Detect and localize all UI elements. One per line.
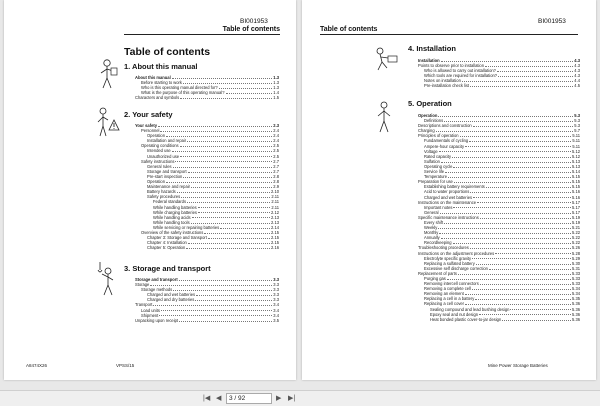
dot-leader bbox=[445, 169, 571, 173]
toc-entry-title: Before starting to work bbox=[141, 80, 182, 86]
section-heading: 5. Operation bbox=[408, 99, 452, 108]
dot-leader bbox=[177, 189, 270, 193]
toc-entry-page: 5.11 bbox=[572, 138, 580, 144]
dot-leader bbox=[447, 276, 571, 280]
toc-entry-page: 1.3 bbox=[273, 85, 279, 91]
toc-entry-page: 2.4 bbox=[273, 133, 279, 139]
dot-leader bbox=[444, 118, 573, 122]
toc-entry-title: Shipment bbox=[141, 312, 159, 318]
dot-leader bbox=[208, 235, 270, 239]
toc-entry[interactable] bbox=[135, 245, 279, 250]
dot-leader bbox=[472, 286, 571, 290]
toc-entry-page: 3.4 bbox=[273, 307, 279, 313]
toc-entry-title: Annually bbox=[424, 235, 440, 241]
toc-entry-page: 2.5 bbox=[273, 143, 279, 149]
toc-entry-title: About this manual bbox=[135, 75, 171, 80]
toc-entry-title: Rated capacity bbox=[424, 153, 452, 159]
dot-leader bbox=[476, 261, 571, 265]
toc-entry-page: 5.22 bbox=[572, 235, 580, 241]
toc-entry-page: 3.3 bbox=[273, 292, 279, 298]
first-page-icon[interactable]: |◀ bbox=[203, 395, 211, 402]
footer-code: A8474X26 bbox=[26, 363, 48, 368]
toc-entry-page: 2.14 bbox=[271, 224, 279, 230]
left-document-page bbox=[4, 0, 296, 380]
toc-entry-title: Federal standards bbox=[153, 199, 186, 205]
toc-entry-page: 3.5 bbox=[273, 317, 279, 323]
toc-entry-page: 5.12 bbox=[572, 148, 580, 154]
toc-entry-title: Intended use bbox=[147, 148, 171, 154]
dot-leader bbox=[180, 154, 272, 158]
toc-entry-title: Operation bbox=[418, 113, 438, 118]
dot-leader bbox=[438, 113, 573, 117]
toc-entry-page: 2.15 bbox=[271, 229, 279, 235]
dot-leader bbox=[453, 164, 571, 168]
toc-entry-page: 2.5 bbox=[273, 153, 279, 159]
toc-entry-page: 5.15 bbox=[572, 174, 580, 180]
toc-entry-page: 3.3 bbox=[273, 277, 279, 282]
dot-leader bbox=[477, 200, 571, 204]
dot-leader bbox=[502, 317, 571, 321]
toc-entry-title: Removing an element bbox=[424, 291, 464, 297]
toc-entry-title: Storage methods bbox=[141, 287, 173, 293]
toc-list bbox=[418, 58, 580, 89]
toc-entry-page: 4.3 bbox=[574, 58, 580, 63]
dot-leader bbox=[486, 184, 571, 188]
dot-leader bbox=[173, 164, 273, 168]
footer-version: VPSS/15 bbox=[116, 363, 135, 368]
toc-entry-page: 4.4 bbox=[574, 78, 580, 84]
toc-entry-title: Pre-installation check list bbox=[424, 83, 470, 89]
toc-entry-page: 5.17 bbox=[572, 204, 580, 210]
toc-entry[interactable] bbox=[418, 317, 580, 322]
dot-leader bbox=[454, 179, 571, 183]
toc-entry-title: Removing intercell connectors bbox=[424, 281, 479, 287]
toc-entry-page: 5.35 bbox=[572, 296, 580, 302]
toc-entry-title: Every shift bbox=[424, 219, 444, 225]
toc-entry-page: 5.26 bbox=[572, 245, 580, 251]
toc-entry-page: 5.14 bbox=[572, 169, 580, 175]
section-heading: 2. Your safety bbox=[124, 110, 173, 119]
right-document-page bbox=[302, 0, 596, 380]
toc-entry-title: Monthly bbox=[424, 230, 439, 236]
toc-entry-title: Battery hazards bbox=[147, 189, 176, 195]
toc-entry-title: Who is this operating manual directed for? bbox=[141, 85, 218, 91]
toc-entry-page: 2.15 bbox=[271, 240, 279, 246]
next-page-icon[interactable]: ▶ bbox=[276, 395, 282, 402]
dot-leader bbox=[438, 225, 571, 229]
toc-entry-title: Replacing a cell in a battery bbox=[424, 296, 475, 302]
toc-entry-page: 5.17 bbox=[572, 199, 580, 205]
dot-leader bbox=[198, 205, 271, 209]
dot-leader bbox=[439, 230, 571, 234]
toc-entry-title: Which tools are required for installation? bbox=[424, 73, 498, 79]
toc-entry-title: General rules bbox=[147, 163, 172, 169]
toc-entry-title: Unpacking upon receipt bbox=[135, 317, 179, 323]
dot-leader bbox=[460, 133, 572, 137]
toc-entry-title: Chapter 5: Operation bbox=[147, 245, 186, 251]
toc-entry-title: What is the purpose of this operating manual? bbox=[141, 90, 225, 96]
dot-leader bbox=[226, 90, 273, 94]
toc-entry-title: Notes on installation bbox=[424, 78, 461, 84]
toc-list bbox=[135, 123, 279, 250]
toc-entry-page: 5.11 bbox=[572, 143, 580, 149]
dot-leader bbox=[181, 194, 270, 198]
running-header: Table of contents bbox=[320, 26, 578, 35]
toc-list bbox=[135, 75, 279, 100]
toc-entry-title: Safety instructions bbox=[141, 158, 175, 164]
toc-entry-page: 5.3 bbox=[574, 123, 580, 129]
toc-entry-title: Charged and wet batteries bbox=[147, 292, 196, 298]
toc-entry-page: 2.5 bbox=[273, 148, 279, 154]
toc-entry-title: Replacing a cell cover bbox=[424, 301, 465, 307]
toc-entry-page: 4.3 bbox=[574, 73, 580, 79]
toc-entry-page: 4.5 bbox=[574, 83, 580, 89]
toc-entry-title: Operation bbox=[147, 179, 165, 185]
footer-product: Mine Power Storage Batteries bbox=[488, 363, 548, 368]
toc-entry-page: 2.4 bbox=[273, 138, 279, 144]
toc-entry-page: 2.11 bbox=[271, 194, 279, 200]
dot-leader bbox=[172, 148, 273, 152]
toc-entry-title: Replacement of parts bbox=[418, 270, 457, 276]
dot-leader bbox=[465, 301, 571, 305]
toc-entry-title: Sealing compound and lead bushing design bbox=[430, 306, 510, 312]
toc-entry-page: 5.34 bbox=[572, 286, 580, 292]
toc-entry-page: 5.13 bbox=[572, 163, 580, 169]
dot-leader bbox=[498, 73, 573, 77]
toc-entry-title: Purging gas bbox=[424, 276, 446, 281]
toc-entry-page: 5.19 bbox=[572, 219, 580, 225]
running-header: Table of contents bbox=[124, 26, 280, 35]
toc-entry-page: 1.3 bbox=[273, 80, 279, 86]
toc-entry-title: Operating cycle bbox=[424, 163, 453, 169]
toc-entry-title: Instructions on the adjustment procedures bbox=[418, 250, 495, 256]
toc-entry-title: Points to observe prior to installation bbox=[418, 63, 484, 69]
toc-entry-title: While handling acids bbox=[153, 214, 191, 220]
dot-leader bbox=[441, 235, 571, 239]
toc-entry-title: Service life bbox=[424, 169, 445, 175]
last-page-icon[interactable]: ▶| bbox=[288, 395, 296, 402]
dot-leader bbox=[191, 184, 272, 188]
dot-leader bbox=[465, 144, 571, 148]
dot-leader bbox=[453, 240, 571, 244]
toc-entry-title: Sulfation bbox=[424, 158, 440, 164]
toc-entry-page: 5.29 bbox=[572, 255, 580, 261]
toc-entry-page: 2.11 bbox=[271, 204, 279, 210]
toc-entry-title: While charging batteries bbox=[153, 209, 197, 215]
toc-entry-page: 5.11 bbox=[572, 133, 580, 139]
viewer-toolbar bbox=[0, 390, 600, 406]
toc-entry-title: Chapter 3: Storage and transport bbox=[147, 235, 207, 241]
dot-leader bbox=[470, 189, 571, 193]
toc-entry-page: 2.8 bbox=[273, 173, 279, 179]
toc-entry-title: While handling tools bbox=[153, 219, 190, 225]
dot-leader bbox=[453, 205, 571, 209]
toc-entry-page: 3.3 bbox=[273, 287, 279, 293]
toc-entry-page: 5.15 bbox=[572, 179, 580, 185]
toc-entry-title: Load units bbox=[141, 307, 160, 313]
toc-entry-title: Installation bbox=[418, 58, 440, 63]
toc-entry-title: While handling batteries bbox=[153, 204, 197, 210]
toc-entry-page: 5.16 bbox=[572, 189, 580, 195]
toc-entry-title: Chapter 4: Installation bbox=[147, 240, 187, 246]
dot-leader bbox=[469, 138, 571, 142]
toc-entry-page: 3.3 bbox=[273, 297, 279, 303]
dot-leader bbox=[186, 245, 270, 249]
toc-entry-title: Who is allowed to carry out installation? bbox=[424, 68, 496, 74]
dot-leader bbox=[441, 159, 571, 163]
toc-entry-title: Important notes bbox=[424, 204, 453, 210]
toc-entry-page: 5.22 bbox=[572, 230, 580, 236]
toc-entry-title: Troubleshooting procedures bbox=[418, 245, 469, 251]
toc-entry-title: Removing a complete cell bbox=[424, 286, 471, 292]
toc-entry-page: 1.5 bbox=[273, 95, 279, 101]
toc-entry-title: Principles of operation bbox=[418, 133, 459, 139]
toc-entry-page: 5.36 bbox=[572, 311, 580, 317]
page-title: Table of contents bbox=[124, 46, 211, 58]
toc-entry-page: 2.10 bbox=[271, 189, 279, 195]
toc-entry-title: Your safety bbox=[135, 123, 157, 128]
toc-entry-title: Characters and symbols bbox=[135, 95, 180, 101]
dot-leader bbox=[179, 318, 272, 322]
toc-entry-title: Instructions on the maintenance bbox=[418, 199, 477, 205]
toc-entry-page: 2.8 bbox=[273, 179, 279, 185]
person-reading-manual-icon bbox=[98, 58, 118, 90]
toc-entry-title: Pre-start inspection bbox=[147, 173, 183, 179]
dot-leader bbox=[462, 78, 573, 82]
dot-leader bbox=[436, 128, 574, 132]
dot-leader bbox=[452, 154, 571, 158]
toc-entry-page: 2.13 bbox=[271, 219, 279, 225]
toc-entry-page: 5.16 bbox=[572, 194, 580, 200]
toc-entry-page: 5.21 bbox=[572, 225, 580, 231]
toc-entry-page: 5.36 bbox=[572, 301, 580, 307]
section-heading: 1. About this manual bbox=[124, 62, 198, 71]
toc-entry-page: 2.4 bbox=[273, 128, 279, 134]
toc-entry-page: 5.31 bbox=[572, 265, 580, 271]
toc-entry-title: Definitions bbox=[424, 118, 444, 124]
toc-entry-title: While servicing or repairing batteries bbox=[153, 224, 220, 230]
toc-entry-page: 5.33 bbox=[572, 281, 580, 287]
toc-entry-page: 5.3 bbox=[574, 113, 580, 118]
dot-leader bbox=[219, 85, 273, 89]
toc-entry-page: 3.3 bbox=[273, 282, 279, 288]
dot-leader bbox=[473, 195, 571, 199]
dot-leader bbox=[198, 210, 270, 214]
dot-leader bbox=[470, 245, 571, 249]
toc-entry-page: 2.3 bbox=[273, 123, 279, 128]
previous-page-icon[interactable]: ◀ bbox=[216, 395, 222, 402]
dot-leader bbox=[441, 58, 574, 62]
dot-leader bbox=[172, 75, 273, 79]
toc-entry-title: Ampere-hour capacity bbox=[424, 143, 465, 149]
dot-leader bbox=[440, 210, 571, 214]
toc-entry-title: Charged and dry batteries bbox=[147, 297, 195, 303]
toc-entry-title: Safety procedures bbox=[147, 194, 181, 200]
toc-entry-page: 2.11 bbox=[271, 199, 279, 205]
toc-entry-page: 4.3 bbox=[574, 63, 580, 69]
dot-leader bbox=[220, 225, 270, 229]
dot-leader bbox=[158, 123, 272, 127]
toc-list bbox=[135, 277, 279, 323]
toc-entry-page: 5.34 bbox=[572, 291, 580, 297]
toc-entry-page: 1.3 bbox=[273, 75, 279, 80]
toc-entry-title: Operation bbox=[147, 133, 165, 139]
toc-entry-title: Personnel bbox=[141, 128, 160, 134]
toc-entry-page: 5.3 bbox=[574, 118, 580, 124]
dot-leader bbox=[196, 292, 272, 296]
dot-leader bbox=[150, 282, 272, 286]
toc-entry-page: 2.13 bbox=[271, 214, 279, 220]
toc-entry-title: Fundamentals of cycling bbox=[424, 138, 469, 144]
toc-entry-page: 2.7 bbox=[273, 163, 279, 169]
section-heading: 4. Installation bbox=[408, 44, 456, 53]
dot-leader bbox=[458, 271, 571, 275]
operator-worker-icon bbox=[374, 100, 394, 134]
toc-entry-title: Charged and wet batteries bbox=[424, 194, 473, 200]
toc-entry-page: 5.33 bbox=[572, 270, 580, 276]
dot-leader bbox=[187, 138, 272, 142]
toc-entry-page: 2.15 bbox=[271, 235, 279, 241]
dot-leader bbox=[183, 80, 272, 84]
dot-leader bbox=[166, 133, 272, 137]
toc-entry-title: Temperature bbox=[424, 174, 447, 180]
toc-entry-title: Storage and transport bbox=[135, 277, 178, 282]
dot-leader bbox=[448, 174, 571, 178]
toc-entry-title: Descriptions and construction bbox=[418, 123, 472, 129]
toc-entry-page: 1.4 bbox=[273, 90, 279, 96]
dot-leader bbox=[166, 179, 272, 183]
dot-leader bbox=[183, 174, 272, 178]
toc-list bbox=[418, 113, 580, 322]
doc-id: BI001953 bbox=[538, 18, 566, 25]
toc-entry[interactable] bbox=[418, 83, 580, 88]
dot-leader bbox=[472, 256, 571, 260]
toc-entry-page: 5.7 bbox=[574, 128, 580, 134]
toc-entry-page: 5.30 bbox=[572, 260, 580, 266]
dot-leader bbox=[495, 251, 571, 255]
dot-leader bbox=[179, 277, 273, 281]
dot-leader bbox=[497, 68, 573, 72]
dot-leader bbox=[465, 291, 571, 295]
toc-entry-page: 5.22 bbox=[572, 240, 580, 246]
toc-entry-title: Storage bbox=[135, 282, 150, 288]
dot-leader bbox=[489, 266, 571, 270]
toc-entry-title: Operating conditions bbox=[141, 143, 179, 149]
toc-entry-page: 5.12 bbox=[572, 153, 580, 159]
dot-leader bbox=[479, 312, 571, 316]
dot-leader bbox=[153, 302, 272, 306]
person-hazard-warning-icon bbox=[96, 106, 120, 138]
dot-leader bbox=[510, 307, 571, 311]
dot-leader bbox=[192, 215, 270, 219]
toc-entry-title: Weekly bbox=[424, 225, 438, 231]
toc-entry-title: Recordkeeping bbox=[424, 240, 452, 246]
dot-leader bbox=[160, 128, 272, 132]
dot-leader bbox=[475, 296, 571, 300]
toc-entry-title: Installation and repair bbox=[147, 138, 187, 144]
dot-leader bbox=[439, 149, 571, 153]
dot-leader bbox=[180, 95, 272, 99]
toc-entry-title: Voltage bbox=[424, 148, 438, 154]
toc-entry-page: 3.4 bbox=[273, 302, 279, 308]
toc-entry-page: 2.16 bbox=[271, 245, 279, 251]
section-heading: 3. Storage and transport bbox=[124, 264, 211, 273]
toc-entry-title: Storage and transport bbox=[147, 168, 187, 174]
dot-leader bbox=[188, 240, 270, 244]
toc-entry[interactable] bbox=[135, 95, 279, 100]
doc-id: BI001953 bbox=[240, 18, 268, 25]
toc-entry-title: Unauthorized use bbox=[147, 153, 180, 159]
toc-entry-title: Replacing a sulfated battery bbox=[424, 260, 475, 266]
dot-leader bbox=[204, 230, 270, 234]
toc-entry-page: 2.7 bbox=[273, 168, 279, 174]
dot-leader bbox=[159, 313, 272, 317]
toc-entry-title: General bbox=[424, 209, 439, 215]
toc-entry-page: 5.36 bbox=[572, 306, 580, 312]
toc-entry[interactable] bbox=[135, 318, 279, 323]
dot-leader bbox=[161, 308, 272, 312]
toc-entry-title: Acid to water proportions bbox=[424, 189, 470, 195]
person-transport-icon bbox=[96, 262, 118, 296]
toc-entry-title: Establishing battery requirements bbox=[424, 184, 485, 190]
toc-entry-page: 5.33 bbox=[572, 276, 580, 281]
dot-leader bbox=[191, 220, 270, 224]
dot-leader bbox=[188, 169, 273, 173]
installer-worker-icon bbox=[370, 46, 400, 72]
toc-entry-page: 5.19 bbox=[572, 214, 580, 220]
toc-entry-title: Specific maintenance instructions bbox=[418, 214, 479, 220]
toc-entry-title: Overview of the safety instructions bbox=[141, 229, 204, 235]
toc-entry-title: Transport bbox=[135, 302, 153, 308]
dot-leader bbox=[473, 123, 574, 127]
dot-leader bbox=[444, 220, 571, 224]
dot-leader bbox=[180, 143, 273, 147]
dot-leader bbox=[173, 287, 272, 291]
dot-leader bbox=[187, 199, 270, 203]
toc-entry-page: 4.3 bbox=[574, 68, 580, 74]
toc-entry-title: Epoxy seal and nut design bbox=[430, 311, 479, 317]
toc-entry-title: Electrolyte specific gravity bbox=[424, 255, 472, 261]
dot-leader bbox=[175, 159, 272, 163]
dot-leader bbox=[480, 215, 571, 219]
toc-entry-title: Charging bbox=[418, 128, 435, 134]
dot-leader bbox=[195, 297, 272, 301]
dot-leader bbox=[485, 63, 573, 67]
dot-leader bbox=[470, 83, 573, 87]
toc-entry-title: Heat bonded plastic cover-to-jar design bbox=[430, 316, 502, 322]
toc-entry-page: 2.9 bbox=[273, 184, 279, 190]
toc-entry-title: Excessive self discharge correction bbox=[424, 265, 488, 271]
toc-entry-page: 5.13 bbox=[572, 158, 580, 164]
toc-entry-title: Maintenance and repair bbox=[147, 184, 191, 190]
toc-entry-page: 2.12 bbox=[271, 209, 279, 215]
toc-entry-page: 3.4 bbox=[273, 312, 279, 318]
toc-entry-page: 5.36 bbox=[572, 316, 580, 322]
toc-entry-title: Preparation for use bbox=[418, 179, 453, 185]
toc-entry-page: 5.28 bbox=[572, 250, 580, 256]
toc-entry-page: 5.15 bbox=[572, 184, 580, 190]
page-number-input[interactable]: 3 / 92 bbox=[226, 393, 272, 404]
toc-entry-page: 2.7 bbox=[273, 158, 279, 164]
dot-leader bbox=[480, 281, 571, 285]
toc-entry-page: 5.17 bbox=[572, 209, 580, 215]
